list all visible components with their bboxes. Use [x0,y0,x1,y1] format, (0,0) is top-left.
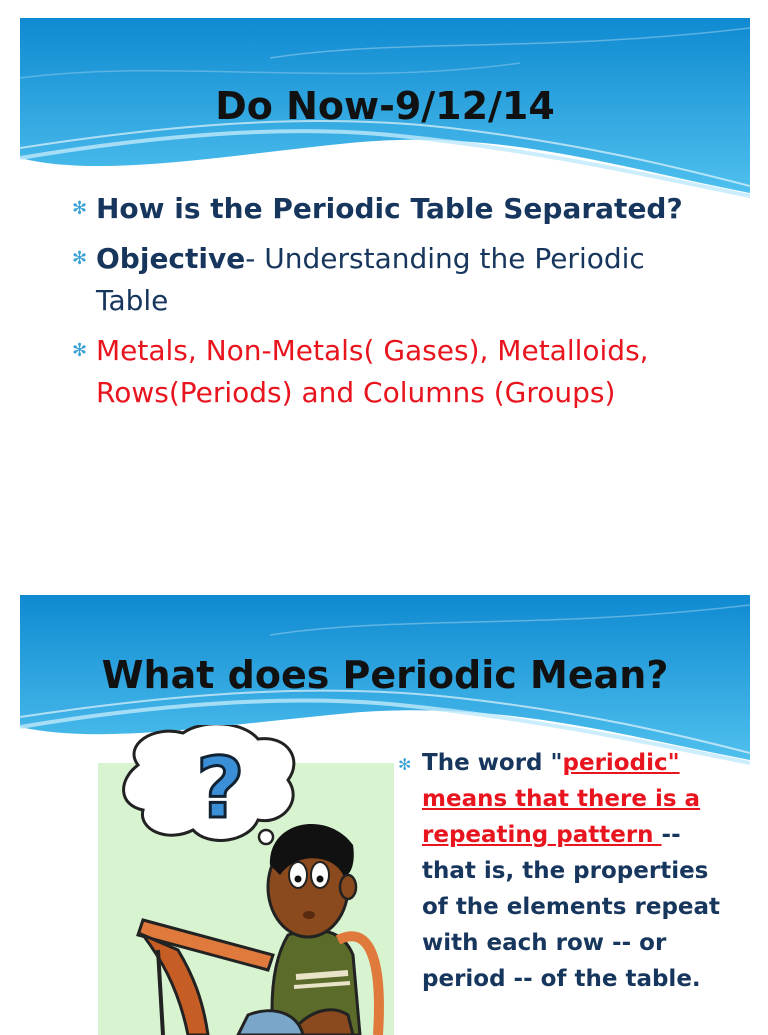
bullet-icon: ✻ [72,198,88,219]
text-lead: The word " [422,750,563,776]
definition-highlight: means that there is a repeating pattern [422,786,701,848]
list-item [72,188,692,230]
bullet-text: How is the Periodic Table Separated? [96,192,683,225]
term-periodic: periodic" [562,750,680,776]
bullet-icon: ✻ [398,755,412,774]
definition-text [398,745,738,997]
slide-periodic-meaning [20,595,750,1035]
slide-do-now [20,18,750,538]
bullet-icon: ✻ [72,248,88,269]
bullet-text: - Understanding the Periodic Table [96,242,645,317]
text-rest: -- that is, the properties of the elements repeat with each row -- or period -- of the table. [422,822,721,992]
bullet-icon: ✻ [72,340,88,361]
bullet-text: Metals, Non-Metals( Gases), Metalloids, Rows(Periods) and Columns (Groups) [96,334,649,409]
list-item [72,238,692,322]
slide-title: Do Now-9/12/14 [215,84,555,128]
slide-title: What does Periodic Mean? [101,653,669,697]
list-item [72,330,692,414]
question-mark-icon: ? [196,739,245,837]
bullet-label: Objective [96,242,246,275]
bullet-list [72,188,692,422]
confused-student-icon [98,725,394,1035]
